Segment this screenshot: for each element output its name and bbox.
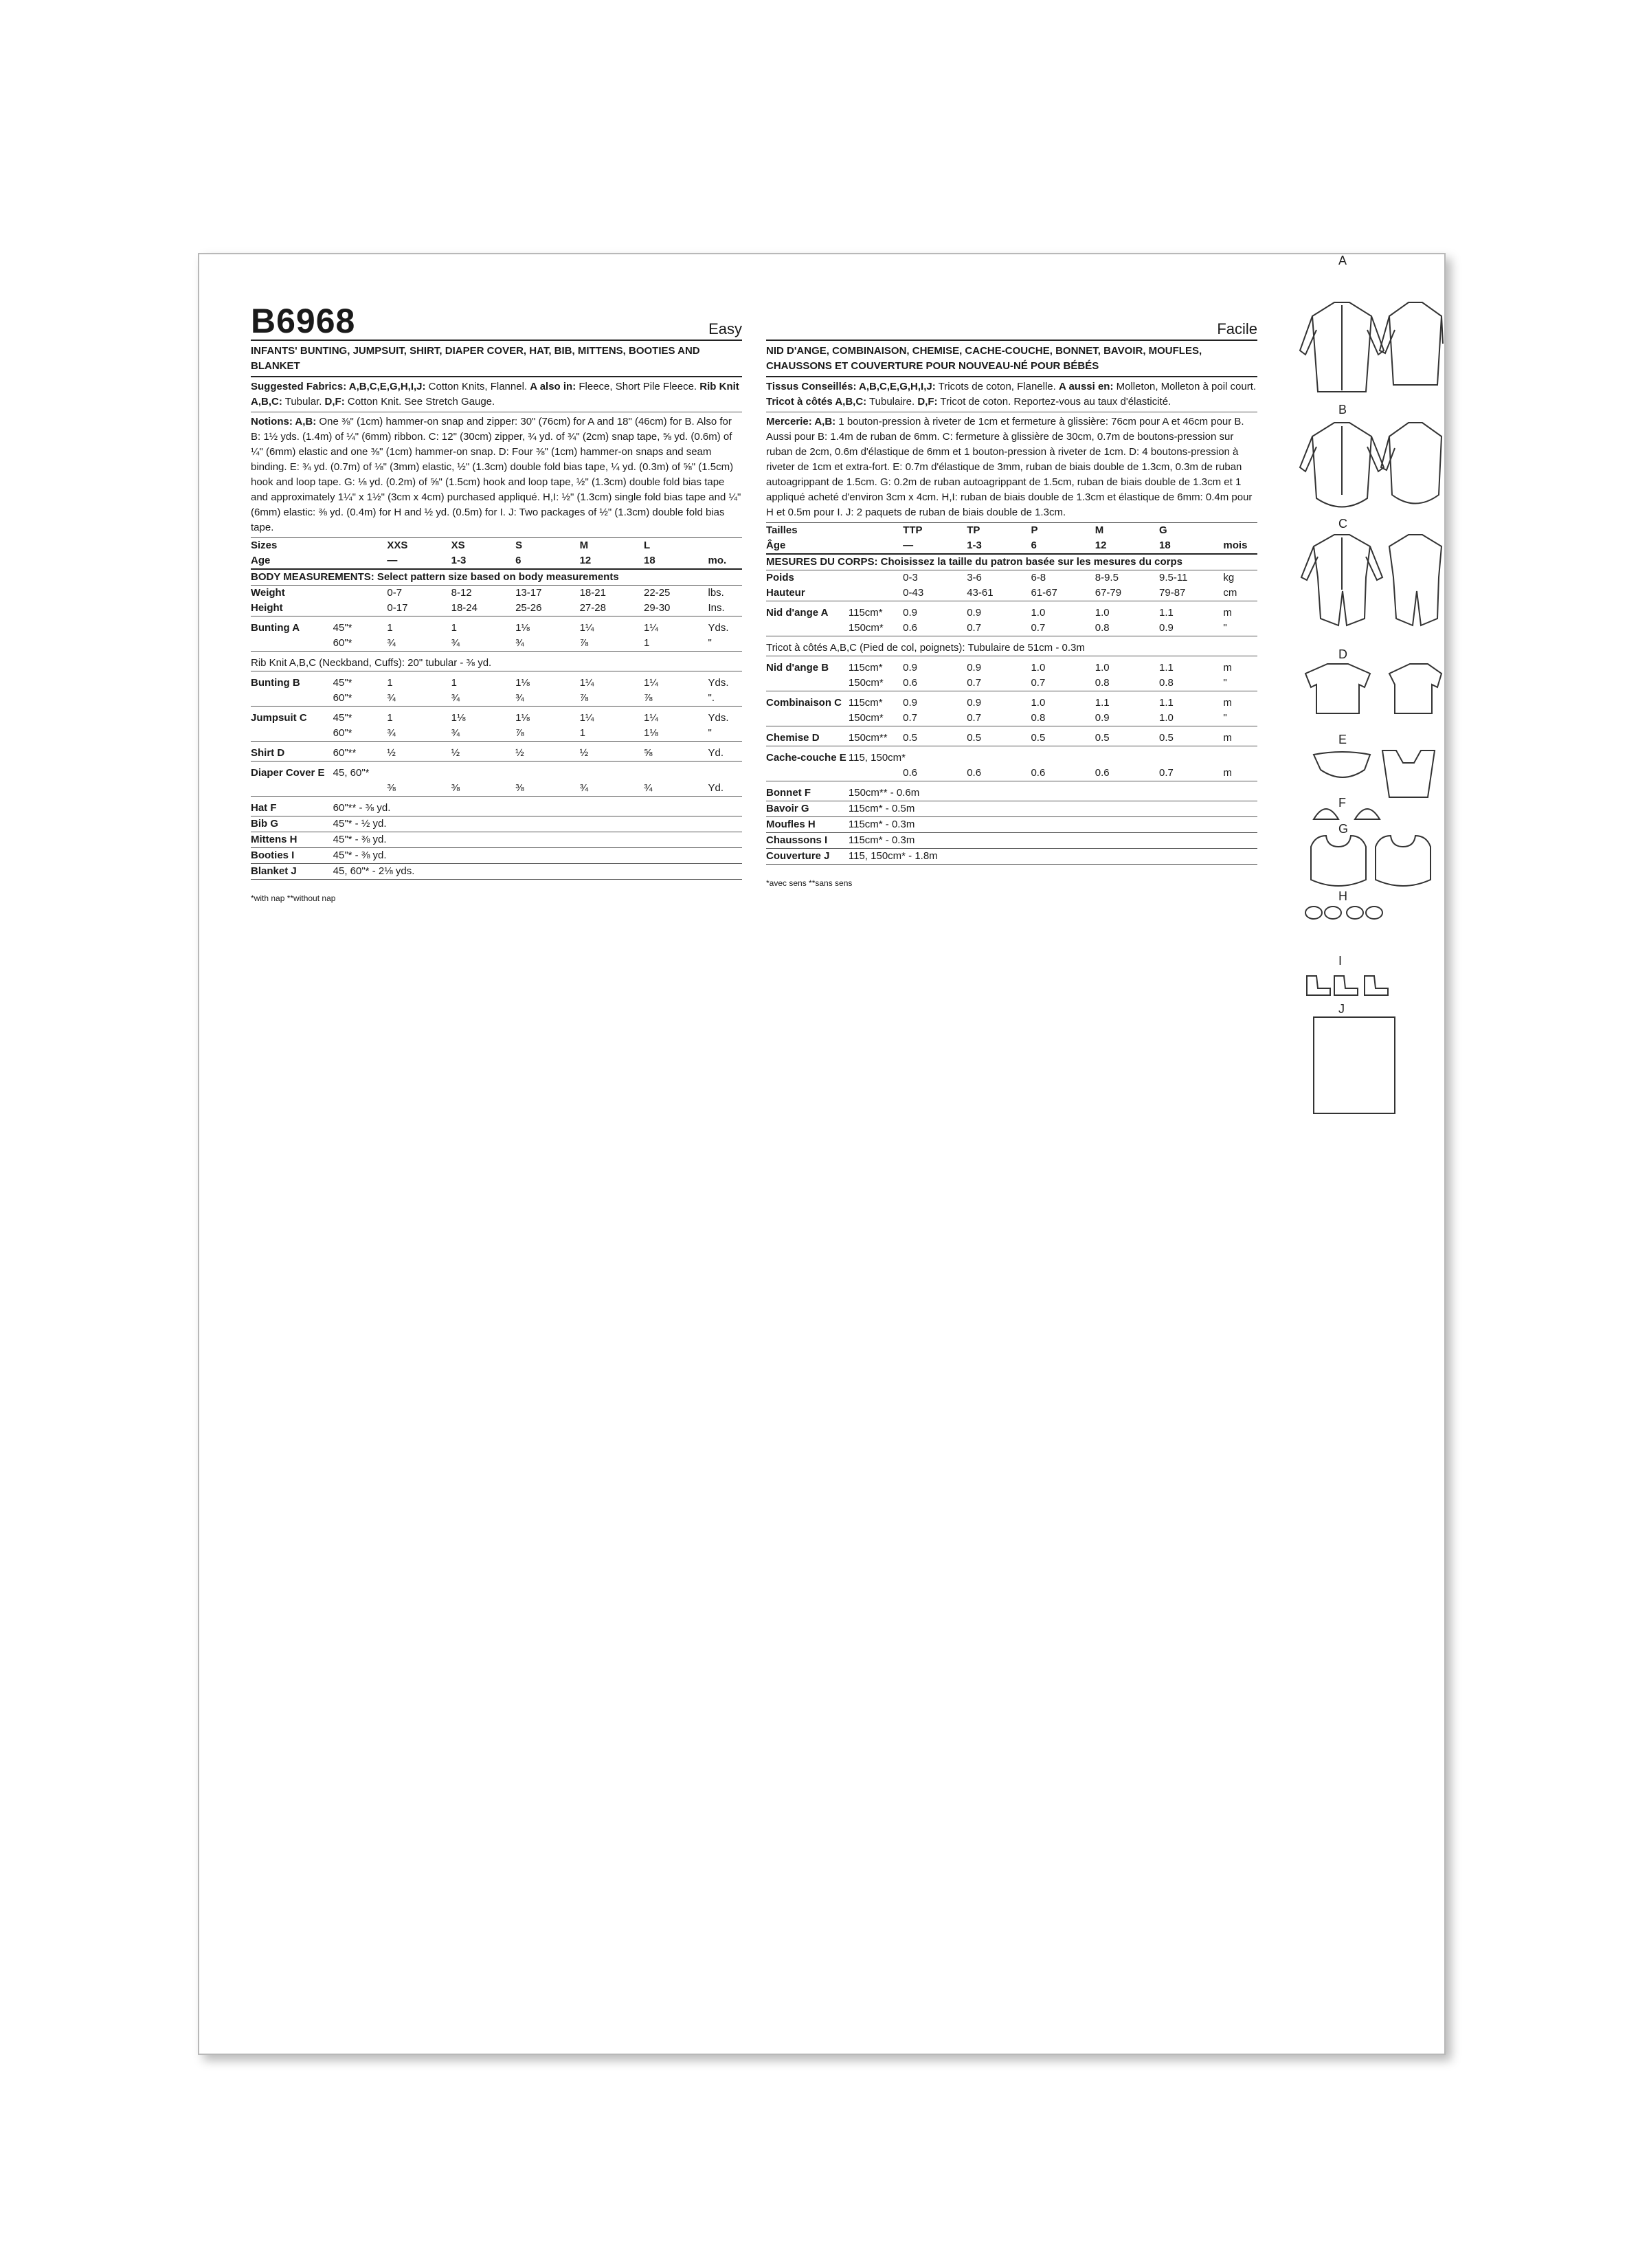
- notions-fr: Mercerie: A,B: 1 bouton-pression à riveter de 1cm et fermeture à glissière: 76cm pour A et 46cm pour B. Aussi pour B: 1.4m de ruban de 6mm. C: fermeture à glissière de 30cm, 0.7m de boutons-pression sur ruban de 2cm, 0.6m d'élastique de 6mm et 1 bouton-pression à riveter de 1cm. D: 4 boutons-pression à riveter de 1cm et extra-fort. E: 0.7m d'élastique de 3mm, ruban de biais double de 1.3cm, 0.3m de ruban autoagrippant de 1.5cm. G: 0.2m de ruban autoagrippant de 1.5cm, ruban de biais double de 1.3cm et 1 appliqué acheté d'environ 3cm x 4cm. H,I: ruban de biais double de 1.3cm et élastique de 6mm: 0.4m pour H et 0.5m pour I. J: 2 paquets de ruban de biais double de 1.3cm.: [766, 412, 1257, 523]
- view-label-i: I: [1338, 954, 1343, 968]
- view-d-shirt-sketch: [1305, 664, 1442, 713]
- french-header: [766, 302, 1257, 341]
- pattern-number: B6968: [251, 302, 356, 340]
- view-label-e: E: [1338, 733, 1347, 746]
- view-g-bib-sketch: [1311, 836, 1431, 886]
- view-label-f: F: [1338, 796, 1346, 810]
- view-label-b: B: [1338, 403, 1347, 416]
- view-h-mittens-sketch: [1305, 907, 1382, 919]
- yardage-table-en: Sizes XXS XS S M L Age — 1-3 6 12 18 mo. BODY MEASUREMENTS: Select pattern size based on body measurements Weight 0-7 8-12 13-17 18-21 22-25 lbs. Height 0-17 18-24 25-26 27-28 29-30 Ins. Bunting A 45"* 1 1 1⅛ 1¼ 1¼ Yds. 60"* ¾ ¾ ¾ ⅞ 1 " Rib Knit A,B,C (Neckband, Cuffs): 20" tubular - ⅜ yd. Bunting B 45"* 1 1 1⅛ 1¼ 1¼ Yds. 60"* ¾ ¾ ¾ ⅞ ⅞ ". Jumpsuit C 45"* 1 1⅛ 1⅛ 1¼ 1¼ Yds. 60"* ¾ ¾ ⅞ 1 1⅛ " Shirt D 60"** ½ ½ ½ ½ ⅝ Yd. Diaper Cover E 45, 60"* ⅜ ⅜ ⅜ ¾ ¾ Yd. Hat F 60"** - ⅜ yd. Bib G 45"* - ½ yd. Mittens H 45"* - ⅜ yd. Booties I 45"* - ⅜ yd. Blanket J 45, 60"* - 2⅛ yds.: [251, 538, 742, 880]
- garment-sketches: [1293, 254, 1444, 948]
- footnote-fr: *avec sens **sans sens: [766, 878, 853, 888]
- view-c-jumpsuit-sketch: [1301, 535, 1442, 625]
- view-label-j: J: [1338, 1002, 1345, 1016]
- view-i-booties-sketch: [1307, 976, 1388, 995]
- view-label-g: G: [1338, 822, 1349, 836]
- view-label-c: C: [1338, 517, 1347, 531]
- footnote-en: *with nap **without nap: [251, 893, 336, 903]
- pattern-title-fr: NID D'ANGE, COMBINAISON, CHEMISE, CACHE-COUCHE, BONNET, BAVOIR, MOUFLES, CHAUSSONS ET COUVERTURE POUR NOUVEAU-NÉ POUR BÉBÉS: [766, 344, 1257, 377]
- notions: Notions: A,B: One ⅜" (1cm) hammer-on snap and zipper: 30" (76cm) for A and 18" (46cm) for B. Also for B: 1½ yds. (1.4m) of ¼" (6mm) ribbon. C: 12" (30cm) zipper, ¾ yd. of ¾" (2cm) snap tape, ⅝ yd. (0.6m) of ¼" (6mm) elastic and one ⅜" (1cm) hammer-on snap. D: Four ⅜" (1cm) hammer-on snaps and seam binding. E: ¾ yd. (0.7m) of ⅛" (3mm) elastic, ½" (1.3cm) double fold bias tape, ¼ yd. (0.3m) of ⅝" (1.5cm) hook and loop tape. G: ⅛ yd. (0.2m) of ⅝" (1.5cm) hook and loop tape, ½" (1.3cm) double fold bias tape and approximately 1¼" x 1½" (3cm x 4cm) purchased appliqué. H,I: ½" (1.3cm) single fold bias tape and ¼" (6mm) elastic: ⅜ yd. (0.4m) for H and ½ yd. (0.5m) for I. J: Two packages of ½" (1.3cm) double fold bias tape.: [251, 412, 742, 538]
- view-label-d: D: [1338, 647, 1347, 661]
- view-e-diaper-cover-sketch: [1314, 751, 1435, 797]
- view-f-hat-sketch: [1314, 809, 1380, 819]
- view-a-bunting-sketch: [1300, 302, 1443, 392]
- difficulty-label-fr: Facile: [1217, 320, 1257, 337]
- view-label-h: H: [1338, 889, 1347, 903]
- view-b-bunting-sketch: [1300, 423, 1442, 507]
- view-sketches: [1293, 254, 1444, 948]
- pattern-sheet: [198, 253, 1446, 2055]
- view-label-a: A: [1338, 254, 1347, 267]
- french-column: [766, 302, 1257, 891]
- difficulty-label: Easy: [708, 320, 742, 337]
- english-column: [251, 302, 742, 906]
- suggested-fabrics: Suggested Fabrics: A,B,C,E,G,H,I,J: Cotton Knits, Flannel. A also in: Fleece, Short Pile Fleece. Rib Knit A,B,C: Tubular. D,F: Cotton Knit. See Stretch Gauge.: [251, 377, 742, 412]
- garment-sketches-ij: [1293, 948, 1444, 1127]
- view-j-blanket-sketch: [1314, 1017, 1395, 1113]
- pattern-title: INFANTS' BUNTING, JUMPSUIT, SHIRT, DIAPER COVER, HAT, BIB, MITTENS, BOOTIES AND BLANKET: [251, 344, 742, 377]
- english-header: [251, 302, 742, 341]
- suggested-fabrics-fr: Tissus Conseillés: A,B,C,E,G,H,I,J: Tricots de coton, Flanelle. A aussi en: Molleton, Molleton à poil court. Tricot à côtés A,B,C: Tubulaire. D,F: Tricot de coton. Reportez-vous au taux d'élasticité.: [766, 377, 1257, 412]
- yardage-table-fr: Tailles TTP TP P M G Âge — 1-3 6 12 18 mois MESURES DU CORPS: Choisissez la taille du patron basée sur les mesures du corps Poids 0-3 3-6 6-8 8-9.5 9.5-11 kg Hauteur 0-43 43-61 61-67 67-79 79-87 cm Nid d'ange A 115cm* 0.9 0.9 1.0 1.0 1.1 m 150cm* 0.6 0.7 0.7 0.8 0.9 " Tricot à côtés A,B,C (Pied de col, poignets): Tubulaire de 51cm - 0.3m Nid d'ange B 115cm* 0.9 0.9 1.0 1.0 1.1 m 150cm* 0.6 0.7 0.7 0.8 0.8 " Combinaison C 115cm* 0.9 0.9 1.0 1.1 1.1 m 150cm* 0.7 0.7 0.8 0.9 1.0 " Chemise D 150cm** 0.5 0.5 0.5 0.5 0.5 m Cache-couche E 115, 150cm* 0.6 0.6 0.6 0.6 0.7 m Bonnet F 150cm** - 0.6m Bavoir G 115cm* - 0.5m Moufles H 115cm* - 0.3m Chaussons I 115cm* - 0.3m Couverture J 115, 150cm* - 1.8m: [766, 523, 1257, 865]
